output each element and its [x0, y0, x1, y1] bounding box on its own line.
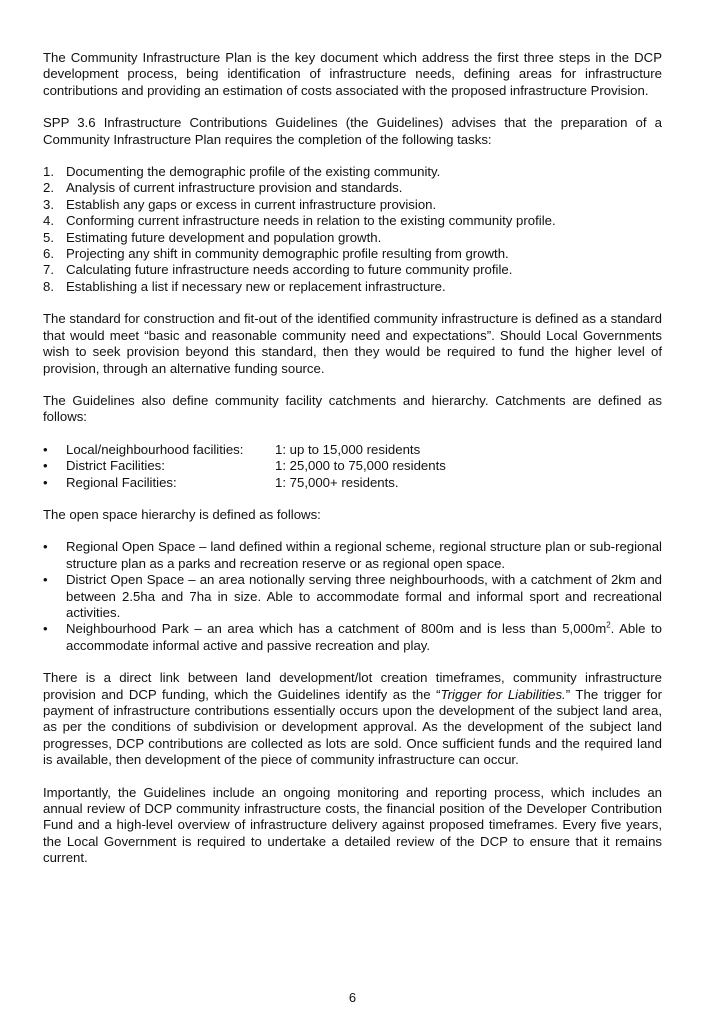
- list-item-text: Calculating future infrastructure needs according to future community profile.: [66, 262, 513, 278]
- list-item-text: District Open Space – an area notionally serving three neighbourhoods, with a catchment of 2km and between 2.5ha and 7ha in size. Able to accommodate formal and informal sport and recreational activities.: [66, 572, 662, 620]
- list-item: [43, 279, 662, 295]
- list-item: [43, 230, 662, 246]
- trigger-paragraph: [43, 670, 662, 768]
- list-number: 2.: [43, 180, 54, 196]
- trigger-text-end: ” The trigger for payment of infrastructure contributions essentially occurs upon the development of the subject land area, as per the conditions of subdivision or development approval. As the development of the subject land progresses, DCP contributions are collected as lots are sold. Once sufficient funds and the required land is available, then development of the piece of community infrastructure can occur.: [43, 686, 663, 768]
- catchments-intro-paragraph: The Guidelines also define community facility catchments and hierarchy. Catchments are defined as follows:: [43, 392, 662, 425]
- catchment-name: Regional Facilities:: [66, 474, 177, 490]
- catchment-value: 1: 25,000 to 75,000 residents: [275, 458, 446, 474]
- list-number: 1.: [43, 164, 54, 180]
- list-item-text: Documenting the demographic profile of the existing community.: [66, 164, 441, 180]
- list-item: [43, 197, 662, 213]
- bullet-icon: •: [43, 572, 48, 588]
- list-item-text-end: . Able to accommodate informal active and passive recreation and play.: [66, 621, 662, 653]
- superscript: 2: [606, 620, 611, 630]
- bullet-icon: •: [43, 474, 48, 490]
- list-item: [43, 442, 662, 458]
- page-number: 6: [348, 990, 357, 1005]
- list-item: [43, 539, 662, 572]
- tasks-list: [43, 164, 662, 295]
- bullet-icon: •: [43, 621, 48, 637]
- list-item-text: Establish any gaps or excess in current infrastructure provision.: [66, 196, 437, 212]
- bullet-icon: •: [43, 441, 48, 457]
- catchment-value: 1: 75,000+ residents.: [275, 474, 399, 490]
- list-item: [43, 262, 662, 278]
- list-number: 6.: [43, 246, 54, 262]
- list-item: [43, 621, 662, 654]
- list-item-text: Regional Open Space – land defined within a regional scheme, regional structure plan or sub-regional structure plan as a parks and recreation reserve or as regional open space.: [66, 539, 662, 571]
- open-space-intro-paragraph: The open space hierarchy is defined as follows:: [43, 506, 321, 522]
- trigger-emphasis: Trigger for Liabilities.: [440, 686, 566, 702]
- document-page: [43, 50, 662, 883]
- list-number: 8.: [43, 278, 54, 294]
- list-item: [43, 458, 662, 474]
- list-item-text: Conforming current infrastructure needs in relation to the existing community profile.: [66, 213, 556, 229]
- list-item: [43, 164, 662, 180]
- list-item: [43, 475, 662, 491]
- list-number: 3.: [43, 196, 54, 212]
- open-space-list: [43, 539, 662, 654]
- monitoring-paragraph: Importantly, the Guidelines include an ongoing monitoring and reporting process, which includes an annual review of DCP community infrastructure costs, the financial position of the Developer Contribution Fund and a high-level overview of infrastructure delivery against proposed timeframes. Every five years, the Local Government is required to undertake a detailed review of the DCP to ensure that it remains current.: [43, 784, 662, 866]
- catchments-list: [43, 442, 662, 491]
- bullet-icon: •: [43, 539, 48, 555]
- list-item: [43, 180, 662, 196]
- catchment-name: District Facilities:: [66, 458, 165, 474]
- trigger-text-start: There is a direct link between land development/lot creation timeframes, community infrastructure provision and DCP funding, which the Guidelines identify as the “: [43, 670, 662, 702]
- list-item: [43, 572, 662, 621]
- list-item: [43, 213, 662, 229]
- list-item-text: Analysis of current infrastructure provision and standards.: [66, 180, 403, 196]
- list-number: 7.: [43, 262, 54, 278]
- bullet-icon: •: [43, 458, 48, 474]
- list-number: 5.: [43, 229, 54, 245]
- list-item-text: Establishing a list if necessary new or replacement infrastructure.: [66, 278, 446, 294]
- guidelines-paragraph: SPP 3.6 Infrastructure Contributions Guidelines (the Guidelines) advises that the preparation of a Community Infrastructure Plan requires the completion of the following tasks:: [43, 115, 662, 147]
- list-item: [43, 246, 662, 262]
- standard-paragraph: The standard for construction and fit-out of the identified community infrastructure is defined as a standard that would meet “basic and reasonable community need and expectations”. Should Local Governments wish to seek provision beyond this standard, then they would be required to fund the higher level of provision, through an alternative funding source.: [43, 311, 662, 376]
- list-item-text: Projecting any shift in community demographic profile resulting from growth.: [66, 246, 509, 262]
- catchment-value: 1: up to 15,000 residents: [275, 441, 421, 457]
- list-item-text: Estimating future development and population growth.: [66, 229, 382, 245]
- intro-paragraph: The Community Infrastructure Plan is the key document which address the first three steps in the DCP development process, being identification of infrastructure needs, defining areas for infrastructure contributions and providing an estimation of costs associated with the proposed infrastructure Provision.: [43, 50, 662, 98]
- list-item-text-start: Neighbourhood Park – an area which has a catchment of 800m and is less than 5,000m: [66, 621, 607, 637]
- list-number: 4.: [43, 213, 54, 229]
- catchment-name: Local/neighbourhood facilities:: [66, 441, 244, 457]
